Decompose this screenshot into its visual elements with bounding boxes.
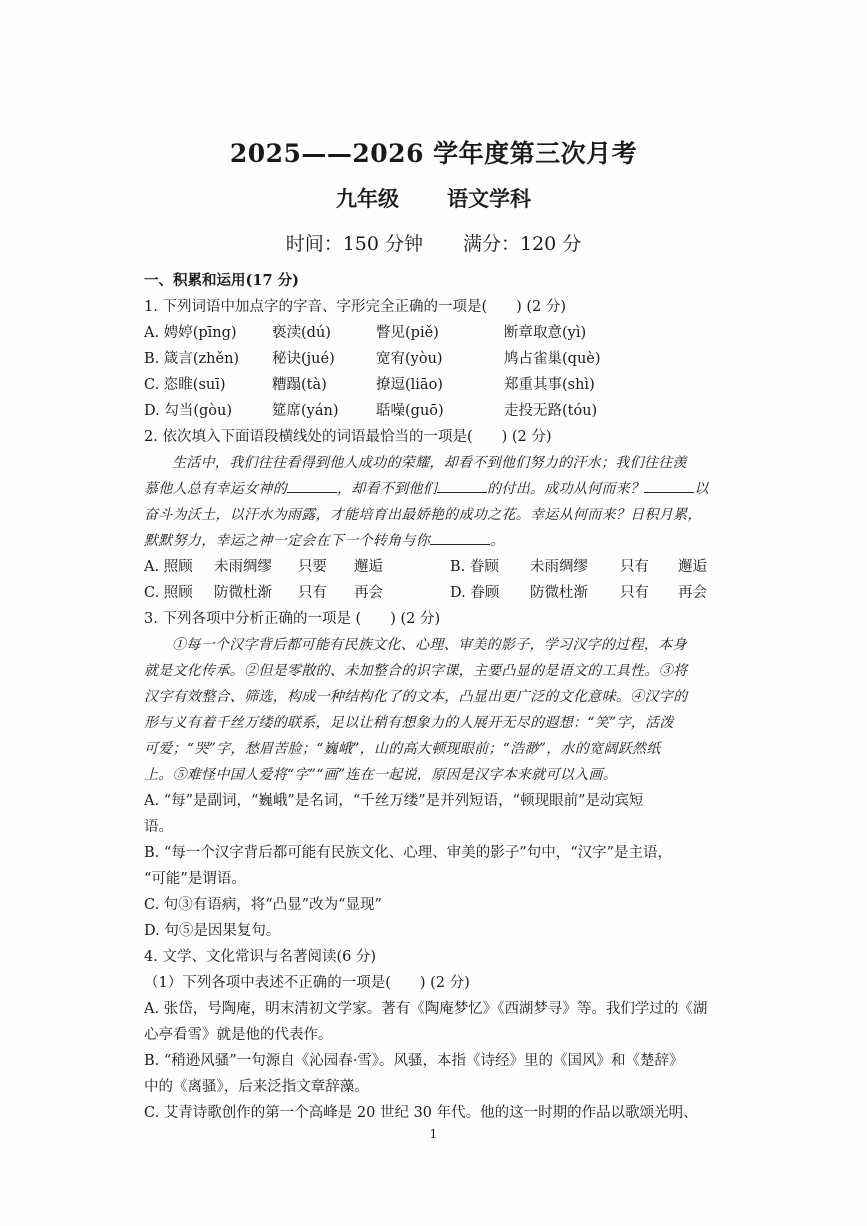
passage-text: 以 [694,481,709,497]
q2-option-row [144,554,736,580]
q1-word: 鸠占雀巢(què) [504,351,601,367]
q2-option-label: D. 眷顾 [450,585,500,601]
q3-option-line: D. 句⑤是因果复句。 [144,923,281,939]
q4-subquestion: （1）下列各项中表述不正确的一项是( ) (2 分) [144,975,470,991]
q3-passage-line: 形与义有着千丝万缕的联系，足以让稍有想象力的人展开无尽的遐想：“笑”字，活泼 [144,715,674,731]
q2-passage-line: 生活中，我们往往看得到他人成功的荣耀，却看不到他们努力的汗水；我们往往羡 [172,455,687,471]
q3-option-line: C. 句③有语病，将“凸显”改为“显现” [144,897,382,913]
q2-word: 邂逅 [678,559,707,575]
q1-word: 秘诀(jué) [272,351,335,367]
fill-blank [287,478,337,493]
q1-word: 宽宥(yòu) [376,351,443,367]
q1-word: 撩逗(liāo) [376,377,443,393]
q1-option-row [144,346,736,372]
q2-passage-line [144,476,736,502]
q2-option-label: A. 照顾 [144,559,193,575]
score-label: 满分：120 分 [463,233,582,255]
subject-label: 语文学科 [447,186,531,211]
q2-option-label: C. 照顾 [144,585,193,601]
q2-word: 只有 [620,585,649,601]
q2-word: 只有 [298,585,327,601]
q3-option-line: B. “每一个汉字背后都可能有民族文化、心理、审美的影子”句中，“汉字”是主语， [144,845,673,861]
q3-stem: 3. 下列各项中分析正确的一项是 ( ) (2 分) [144,611,441,627]
q1-word: 走投无路(tóu) [504,403,598,419]
q1-option-row [144,372,736,398]
passage-text: 默默努力，幸运之神一定会在下一个转角与你 [144,533,430,549]
q2-word: 未雨绸缪 [214,559,272,575]
q2-word: 邂逅 [354,559,383,575]
q2-word: 防微杜渐 [214,585,272,601]
q1-word: 筵席(yán) [272,403,339,419]
q2-word: 只有 [620,559,649,575]
q2-word: 只要 [298,559,327,575]
q4-option-line: C. 艾青诗歌创作的第一个高峰是 20 世纪 30 年代。他的这一时期的作品以歌颂光明、 [144,1105,698,1121]
q4-option-line: A. 张岱，号陶庵，明末清初文学家。著有《陶庵梦忆》《西湖梦寻》等。我们学过的《湖 [144,1001,708,1017]
fill-blank [437,478,487,493]
q2-word: 未雨绸缪 [530,559,588,575]
passage-text: ，却看不到他们 [337,481,438,497]
q2-passage-line [144,528,736,554]
time-label: 时间：150 分钟 [285,233,423,255]
q1-word: 亵渎(dú) [272,325,331,341]
exam-title: 2025——2026 学年度第三次月考 [229,139,638,168]
q3-option-line: 语。 [144,819,173,835]
section-heading: 一、积累和运用(17 分) [144,272,299,289]
q2-word: 再会 [354,585,383,601]
q1-word: 聒噪(guō) [376,403,444,419]
q3-passage-line: 汉字有效整合、筛选，构成一种结构化了的文本，凸显出更广泛的文化意味。④汉字的 [144,689,688,705]
q2-word: 再会 [678,585,707,601]
grade-label: 九年级 [336,186,399,211]
q4-option-line: 中的《离骚》，后来泛指文章辞藻。 [144,1079,369,1095]
fill-blank [644,478,694,493]
q2-stem: 2. 依次填入下面语段横线处的词语最恰当的一项是( ) (2 分) [144,429,552,445]
q3-option-line: “可能”是谓语。 [144,871,246,887]
passage-text: 的付出。成功从何而来？ [487,481,645,497]
q4-option-line: B. “稍逊风骚”一句源自《沁园春·雪》。风骚，本指《诗经》里的《国风》和《楚辞》 [144,1053,684,1069]
exam-time-score [0,229,867,256]
q1-word: A. 娉婷(pīng) [144,325,237,341]
q1-word: C. 恣睢(suī) [144,377,226,393]
q1-option-row [144,398,736,424]
q4-option-line: 心亭看雪》就是他的代表作。 [144,1027,333,1043]
q2-option-label: B. 眷顾 [450,559,499,575]
q3-passage-line: 上。⑤难怪中国人爱将“字”“画”连在一起说，原因是汉字本来就可以入画。 [144,767,618,783]
q1-word: 糟蹋(tà) [272,377,327,393]
q1-option-row [144,320,736,346]
q2-option-row [144,580,736,606]
q4-stem: 4. 文学、文化常识与名著阅读(6 分) [144,949,377,965]
q1-word: D. 勾当(gòu) [144,403,232,419]
q2-word: 防微杜渐 [530,585,588,601]
q3-option-line: A. “每”是副词，“巍峨”是名词，“千丝万缕”是并列短语，“顿现眼前”是动宾短 [144,793,644,809]
q3-passage-line: 可爱；“哭”字，愁眉苦脸；“巍峨”，山的高大顿现眼前；“浩渺”，水的宽阔跃然纸 [144,741,661,757]
exam-subtitle [0,183,867,213]
fill-blank [430,530,490,545]
q3-passage-line: ①每一个汉字背后都可能有民族文化、心理、审美的影子，学习汉字的过程，本身 [172,637,687,653]
q1-word: 断章取意(yì) [504,325,587,341]
q1-word: 瞥见(piě) [376,325,439,341]
q3-passage-line: 就是文化传承。②但是零散的、未加整合的识字课，主要凸显的是语文的工具性。③将 [144,663,688,679]
q2-passage-line: 奋斗为沃土，以汗水为雨露，才能培育出最娇艳的成功之花。幸运从何而来？日积月累， [144,507,702,523]
q1-stem: 1. 下列词语中加点字的字音、字形完全正确的一项是( ) (2 分) [144,299,567,315]
passage-text: 。 [490,533,505,549]
q1-word: 郑重其事(shì) [504,377,595,393]
exam-content [144,268,736,1126]
passage-text: 慕他人总有幸运女神的 [144,481,287,497]
page-number: 1 [429,1127,438,1141]
q1-word: B. 箴言(zhěn) [144,351,240,367]
